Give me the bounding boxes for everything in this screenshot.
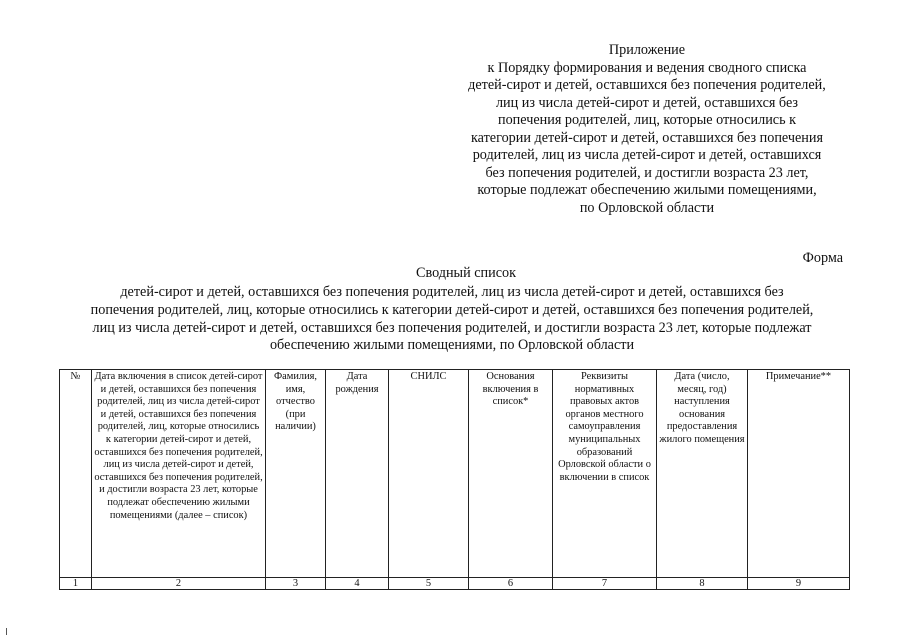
appendix-line: без попечения родителей, и достигли возраста 23 лет, <box>485 164 809 181</box>
header-birth-date: Дата рождения <box>326 370 389 578</box>
header-note: Примечание** <box>748 370 850 578</box>
table-row <box>60 578 850 590</box>
summary-line: детей-сирот и детей, оставшихся без попечения родителей, лиц из числа детей-сирот и детей, оставшихся без <box>120 284 784 300</box>
summary-table <box>59 369 850 590</box>
appendix-line: категории детей-сирот и детей, оставшихся без попечения <box>471 129 823 146</box>
column-number: 3 <box>266 578 326 590</box>
summary-title: Сводный список <box>416 265 516 281</box>
header-snils: СНИЛС <box>389 370 469 578</box>
column-number: 5 <box>389 578 469 590</box>
column-number: 7 <box>553 578 657 590</box>
summary-description <box>52 284 852 355</box>
appendix-line: попечения родителей, лиц, которые относились к <box>498 112 796 128</box>
column-number: 6 <box>469 578 553 590</box>
summary-line: попечения родителей, лиц, которые относились к категории детей-сирот и детей, оставшихся без попечения родителей, <box>90 301 814 318</box>
header-inclusion-date: Дата включения в список детей-сирот и детей, оставшихся без попечения родителей, лиц из числа детей-сирот и детей, оставшихся без попечения родителей, лиц, которые относились к категории детей-сирот и детей, оставшихся без попечения родителей, лиц из числа детей-сирот и детей, оставшихся без попечения родителей, и достигли возраста 23 лет, которые подлежат обеспечению жилыми помещениями (далее – список) <box>92 370 266 578</box>
header-full-name: Фамилия, имя, отчество (при наличии) <box>266 370 326 578</box>
column-number: 8 <box>657 578 748 590</box>
appendix-line: которые подлежат обеспечению жилыми помещениями, <box>477 182 817 198</box>
appendix-title: Приложение <box>608 42 686 58</box>
summary-line: лиц из числа детей-сирот и детей, оставшихся без попечения родителей, и достигли возраста 23 лет, которые подлежат <box>92 319 812 336</box>
appendix-block <box>447 42 847 217</box>
header-grounds: Основания включения в список* <box>469 370 553 578</box>
appendix-line: родителей, лиц из числа детей-сирот и детей, оставшихся <box>472 147 822 163</box>
table-header-row <box>60 370 850 578</box>
appendix-line: к Порядку формирования и ведения сводного списка <box>487 59 807 76</box>
appendix-line: лиц из числа детей-сирот и детей, оставшихся без <box>495 94 799 111</box>
appendix-line: по Орловской области <box>579 199 715 216</box>
header-provision-date: Дата (число, месяц, год) наступления основания предоставления жилого помещения <box>657 370 748 578</box>
scan-mark <box>6 628 7 635</box>
appendix-line: детей-сирот и детей, оставшихся без попечения родителей, <box>468 77 826 93</box>
column-number: 9 <box>748 578 850 590</box>
form-label: Форма <box>802 250 843 266</box>
header-number: № <box>60 370 92 578</box>
column-number: 2 <box>92 578 266 590</box>
summary-line: обеспечению жилыми помещениями, по Орловской области <box>269 337 635 354</box>
column-number: 4 <box>326 578 389 590</box>
header-legal-acts: Реквизиты нормативных правовых актов органов местного самоуправления муниципальных образований Орловской области о включении в список <box>553 370 657 578</box>
column-number: 1 <box>60 578 92 590</box>
